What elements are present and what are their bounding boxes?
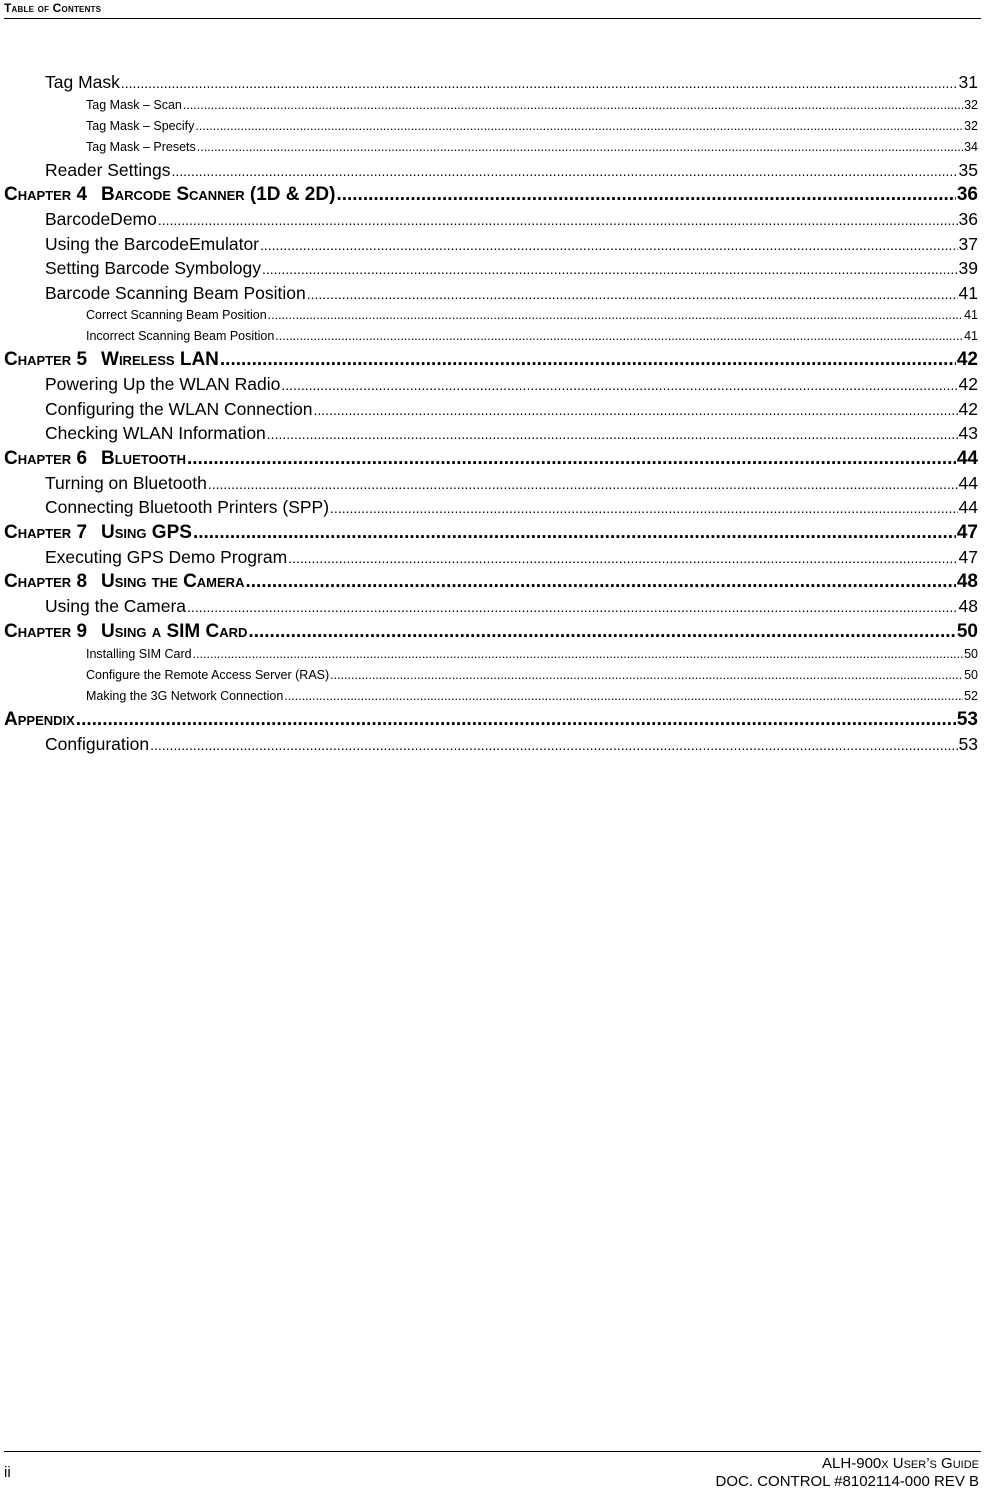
toc-title-text: Reader Settings <box>45 159 171 180</box>
toc-entry-title <box>4 446 186 471</box>
toc-page-number: 39 <box>958 258 978 278</box>
toc-title-text: Appendix <box>4 708 75 730</box>
toc-page-number: 48 <box>956 571 978 592</box>
toc-entry-chap[interactable] <box>4 619 978 644</box>
toc-entry-title <box>45 158 171 183</box>
toc-title-text: Tag Mask – Scan <box>86 97 182 112</box>
toc-page-number: 42 <box>958 374 978 394</box>
table-of-contents <box>4 70 978 756</box>
toc-title-text: Configuration <box>45 733 150 754</box>
chapter-number: Chapter 7 <box>4 521 88 543</box>
dot-leader <box>288 546 957 570</box>
toc-entry-title <box>45 281 306 306</box>
toc-entry-chap[interactable] <box>4 707 978 732</box>
dot-leader <box>187 595 957 619</box>
toc-entry-sub[interactable] <box>4 686 978 707</box>
toc-page-number: 36 <box>956 184 978 205</box>
toc-entry-sec[interactable] <box>4 471 978 496</box>
dot-leader <box>193 520 956 545</box>
toc-entry-sub[interactable] <box>4 305 978 326</box>
toc-page-number: 37 <box>958 233 978 254</box>
toc-page-number: 35 <box>958 159 978 180</box>
toc-title-text: Using the BarcodeEmulator <box>45 233 259 254</box>
toc-entry-chap[interactable] <box>4 520 978 545</box>
toc-entry-sec[interactable] <box>4 421 978 446</box>
dot-leader <box>76 707 956 732</box>
toc-title-text: Turning on Bluetooth <box>45 472 207 493</box>
toc-entry-title <box>45 207 157 232</box>
toc-title-text: Configure the Remote Access Server (RAS) <box>86 667 330 682</box>
toc-title-text: BarcodeDemo <box>45 209 157 229</box>
toc-entry-title <box>86 665 329 686</box>
dot-leader <box>262 257 958 281</box>
toc-entry-title <box>45 256 261 281</box>
toc-page-number: 36 <box>958 209 978 229</box>
toc-entry-sub[interactable] <box>4 326 978 347</box>
toc-entry-sec[interactable] <box>4 256 978 281</box>
dot-leader <box>187 446 956 471</box>
toc-page-number: 44 <box>956 447 978 469</box>
toc-page-number: 48 <box>958 596 978 616</box>
guide-title: ALH-900x User’s Guide <box>822 1455 979 1472</box>
toc-entry-sec[interactable] <box>4 545 978 570</box>
toc-title-text: Powering Up the WLAN Radio <box>45 374 281 394</box>
toc-entry-title <box>4 569 244 594</box>
toc-entry-title <box>45 70 120 95</box>
toc-title-text: Barcode Scanner (1D & 2D) <box>101 184 336 205</box>
toc-page-number: 44 <box>958 472 978 493</box>
toc-page-number: 47 <box>956 521 978 543</box>
dot-leader <box>193 644 963 665</box>
dot-leader <box>245 569 955 594</box>
dot-leader <box>284 686 963 707</box>
toc-page-number: 32 <box>964 118 978 133</box>
toc-entry-chap[interactable] <box>4 347 978 372</box>
dot-leader <box>183 95 963 116</box>
toc-entry-title <box>4 347 219 372</box>
toc-page-number: 52 <box>964 688 978 703</box>
dot-leader <box>195 116 963 137</box>
toc-entry-title <box>86 95 182 116</box>
toc-title-text: Tag Mask – Presets <box>86 139 196 154</box>
toc-entry-chap[interactable] <box>4 182 978 207</box>
toc-entry-sub[interactable] <box>4 137 978 158</box>
toc-entry-title <box>45 232 259 257</box>
toc-title-text: Tag Mask <box>45 72 120 92</box>
dot-leader <box>260 233 958 257</box>
toc-title-text: Executing GPS Demo Program <box>45 546 288 567</box>
toc-title-text: Wireless LAN <box>101 349 219 370</box>
toc-title-text: Configuring the WLAN Connection <box>45 398 313 419</box>
toc-page-number: 50 <box>956 620 978 642</box>
toc-entry-title <box>45 397 313 422</box>
toc-entry-title <box>4 707 75 732</box>
toc-entry-chap[interactable] <box>4 569 978 594</box>
toc-entry-sec[interactable] <box>4 594 978 619</box>
dot-leader <box>268 305 963 326</box>
toc-entry-sec[interactable] <box>4 732 978 757</box>
dot-leader <box>121 71 958 95</box>
toc-title-text: Tag Mask – Specify <box>86 118 195 133</box>
toc-entry-sec[interactable] <box>4 70 978 95</box>
toc-entry-title <box>86 326 274 347</box>
toc-entry-title <box>4 619 247 644</box>
toc-page-number: 31 <box>958 72 978 92</box>
dot-leader <box>158 208 958 232</box>
toc-title-text: Using the Camera <box>101 571 245 592</box>
toc-page-number: 50 <box>964 667 978 682</box>
page-footer <box>4 1451 981 1492</box>
toc-page-number: 53 <box>958 733 978 754</box>
toc-entry-title <box>45 495 329 520</box>
dot-leader <box>336 182 955 207</box>
dot-leader <box>330 665 963 686</box>
toc-entry-sub[interactable] <box>4 116 978 137</box>
chapter-number: Chapter 9 <box>4 620 88 642</box>
dot-leader <box>248 619 955 644</box>
toc-entry-title <box>45 372 280 397</box>
toc-entry-sub[interactable] <box>4 95 978 116</box>
toc-page-number: 41 <box>958 282 978 303</box>
toc-title-text: Bluetooth <box>101 447 186 469</box>
toc-page-number: 34 <box>964 139 978 154</box>
toc-entry-title <box>86 137 196 158</box>
toc-entry-title <box>45 732 149 757</box>
toc-page-number: 47 <box>958 546 978 567</box>
dot-leader <box>267 422 958 446</box>
chapter-number: Chapter 8 <box>4 571 88 592</box>
chapter-number: Chapter 4 <box>4 184 88 205</box>
toc-entry-title <box>45 421 266 446</box>
toc-title-text: Using a SIM Card <box>101 620 248 642</box>
toc-entry-sec[interactable] <box>4 207 978 232</box>
doc-control-number: DOC. CONTROL #8102114-000 REV B <box>715 1473 979 1490</box>
toc-title-text: Installing SIM Card <box>86 646 192 661</box>
toc-title-text: Using the Camera <box>45 596 187 616</box>
toc-entry-title <box>86 644 192 665</box>
toc-page-number: 50 <box>964 646 978 661</box>
toc-page-number: 42 <box>956 349 978 370</box>
dot-leader <box>281 373 957 397</box>
dot-leader <box>172 159 958 183</box>
toc-entry-title <box>86 116 194 137</box>
toc-page-number: 42 <box>958 398 978 419</box>
toc-entry-chap[interactable] <box>4 446 978 471</box>
page-header <box>4 0 981 19</box>
toc-entry-sec[interactable] <box>4 281 978 306</box>
toc-page-number: 43 <box>958 423 978 443</box>
dot-leader <box>330 496 957 520</box>
toc-entry-sec[interactable] <box>4 158 978 183</box>
toc-entry-title <box>4 520 192 545</box>
toc-title-text: Using GPS <box>101 521 192 543</box>
toc-page-number: 32 <box>964 97 978 112</box>
chapter-number: Chapter 6 <box>4 447 88 469</box>
toc-title-text: Connecting Bluetooth Printers (SPP) <box>45 497 330 517</box>
toc-title-text: Barcode Scanning Beam Position <box>45 282 306 303</box>
running-header-title: Table of Contents <box>4 1 102 15</box>
toc-entry-sec[interactable] <box>4 397 978 422</box>
toc-page-number: 53 <box>956 708 978 730</box>
dot-leader <box>208 472 958 496</box>
toc-page-number: 44 <box>958 497 978 517</box>
toc-entry-title <box>45 545 287 570</box>
toc-title-text: Checking WLAN Information <box>45 423 266 443</box>
toc-entry-sec[interactable] <box>4 232 978 257</box>
dot-leader <box>307 282 958 306</box>
toc-title-text: Making the 3G Network Connection <box>86 688 284 703</box>
toc-entry-sub[interactable] <box>4 644 978 665</box>
chapter-number: Chapter 5 <box>4 349 88 370</box>
toc-title-text: Setting Barcode Symbology <box>45 258 261 278</box>
toc-title-text: Incorrect Scanning Beam Position <box>86 329 275 343</box>
toc-entry-title <box>4 182 335 207</box>
toc-title-text: Correct Scanning Beam Position <box>86 308 267 322</box>
dot-leader <box>220 347 956 372</box>
dot-leader <box>275 326 963 347</box>
toc-page-number: 41 <box>964 329 978 343</box>
dot-leader <box>314 398 958 422</box>
dot-leader <box>150 733 957 757</box>
page-number: ii <box>4 1464 11 1481</box>
toc-entry-title <box>45 594 186 619</box>
toc-page-number: 41 <box>964 308 978 322</box>
toc-entry-sec[interactable] <box>4 495 978 520</box>
dot-leader <box>197 137 963 158</box>
toc-entry-title <box>86 686 283 707</box>
toc-entry-sec[interactable] <box>4 372 978 397</box>
toc-entry-sub[interactable] <box>4 665 978 686</box>
toc-entry-title <box>86 305 267 326</box>
toc-entry-title <box>45 471 207 496</box>
